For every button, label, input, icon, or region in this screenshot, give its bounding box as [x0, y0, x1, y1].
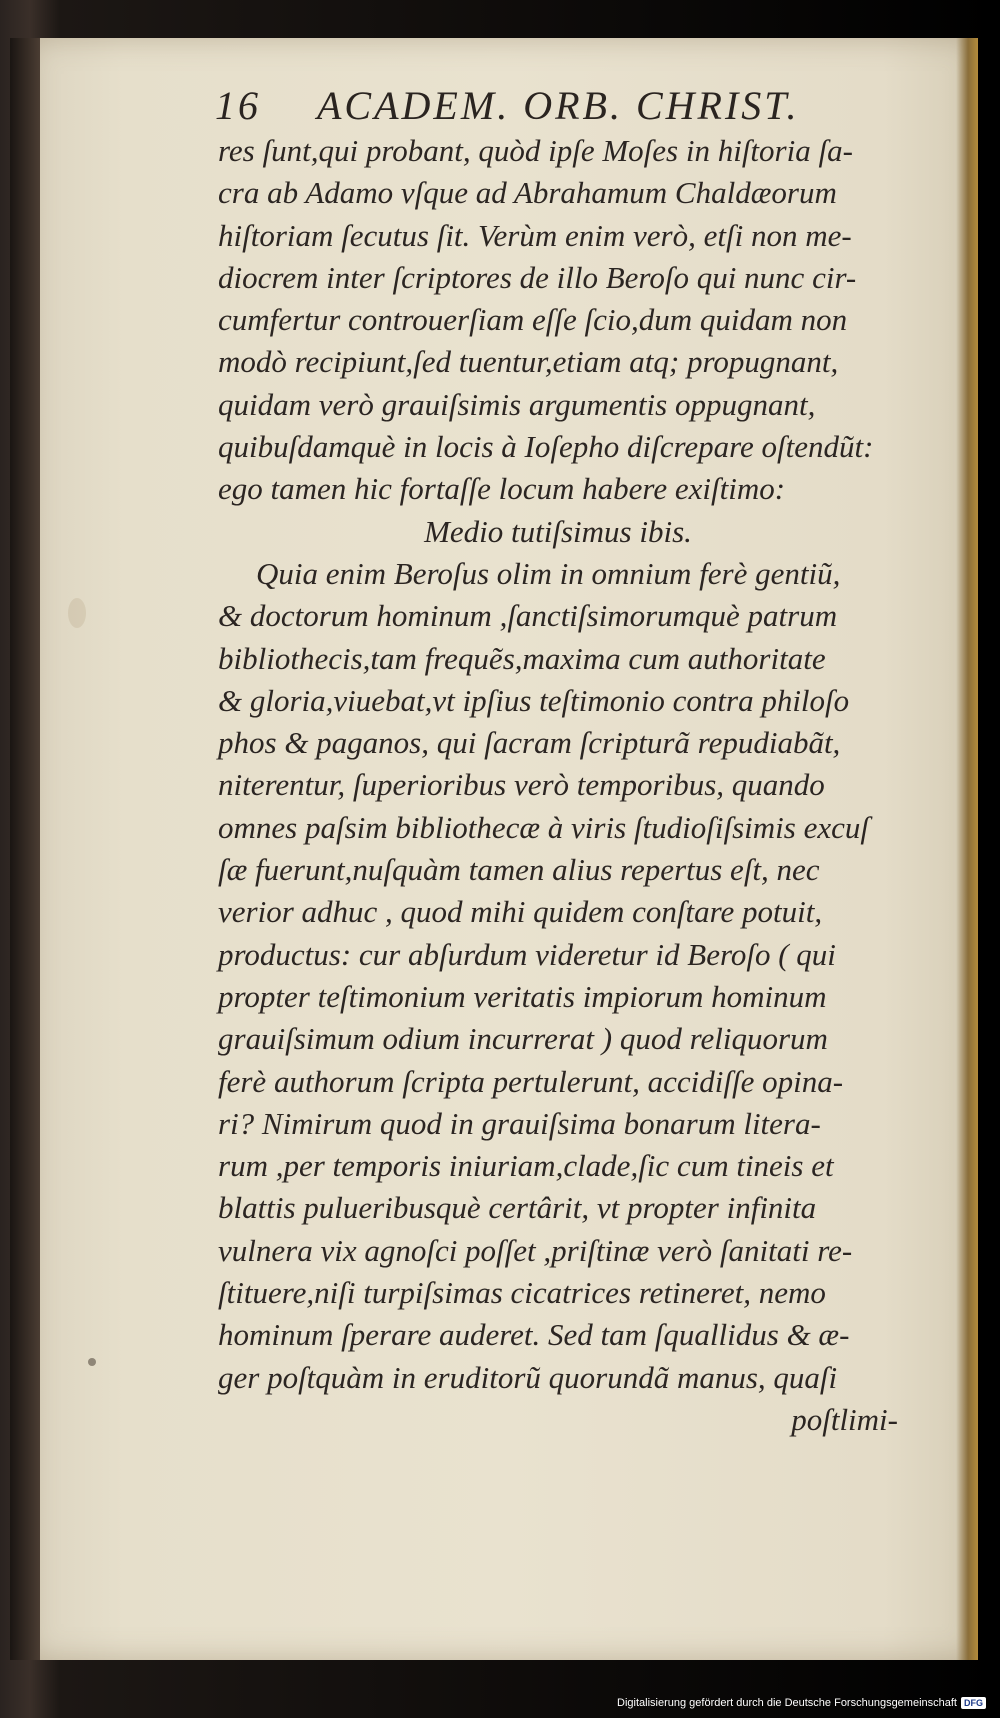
page-stain	[68, 598, 86, 628]
page-stain	[88, 1358, 96, 1366]
page-edge	[956, 38, 978, 1660]
text-line: cra ab Adamo vſque ad Abrahamum Chaldæorum	[218, 175, 837, 211]
text-line: verior adhuc , quod mihi quidem conſtare potuit,	[218, 894, 823, 930]
text-line: ego tamen hic fortaſſe locum habere exiſtimo:	[218, 471, 786, 507]
text-line: ſæ fuerunt,nuſquàm tamen alius repertus eſt, nec	[218, 852, 820, 888]
text-line: propter teſtimonium veritatis impiorum hominum	[218, 978, 827, 1014]
text-line: phos & paganos, qui ſacram ſcripturã repudiabãt,	[218, 725, 841, 761]
text-line: & gloria,viuebat,vt ipſius teſtimonio contra philoſo	[218, 682, 850, 718]
running-title: ACADEM. ORB. CHRIST.	[317, 83, 800, 128]
catchword: poſtlimi-	[791, 1401, 898, 1437]
text-line: quibuſdamquè in locis à Ioſepho diſcrepare oſtendũt:	[218, 429, 874, 465]
book-gutter	[10, 38, 40, 1660]
text-line: & doctorum hominum ,ſanctiſsimorumquè patrum	[218, 598, 838, 634]
digitization-credit	[617, 1694, 986, 1712]
text-line: blattis pulueribusquè certârit, vt propter infinita	[218, 1190, 817, 1226]
text-line: hominum ſperare auderet. Sed tam ſquallidus & æ-	[218, 1317, 850, 1353]
text-line: modò recipiunt,ſed tuentur,etiam atq; propugnant,	[218, 344, 839, 380]
text-line: ri? Nimirum quod in grauiſsima bonarum litera-	[218, 1105, 821, 1141]
text-line: quidam verò grauiſsimis argumentis oppugnant,	[218, 386, 816, 422]
body-text	[218, 130, 898, 1441]
text-line: productus: cur abſurdum videretur id Beroſo ( qui	[218, 936, 836, 972]
text-line: ſtituere,niſi turpiſsimas cicatrices retineret, nemo	[218, 1275, 826, 1311]
text-line: bibliothecis,tam frequẽs,maxima cum authoritate	[218, 640, 826, 676]
text-line: vulnera vix agnoſci poſſet ,priſtinæ verò ſanitati re-	[218, 1232, 853, 1268]
text-line: hiſtoriam ſecutus ſit. Verùm enim verò, etſi non me-	[218, 217, 852, 253]
text-line: ferè authorum ſcripta pertulerunt, accidiſſe opina-	[218, 1063, 844, 1099]
dfg-logo: DFG	[961, 1697, 986, 1709]
quotation-line: Medio tutiſsimus ibis.	[424, 513, 692, 549]
text-line: cumfertur controuerſiam eſſe ſcio,dum quidam non	[218, 302, 848, 338]
text-line: omnes paſsim bibliothecæ à viris ſtudioſiſsimis excuſ	[218, 809, 869, 845]
text-line: niterentur, ſuperioribus verò temporibus, quando	[218, 767, 825, 803]
text-line: ger poſtquàm in eruditorũ quorundã manus, quaſi	[218, 1359, 838, 1395]
paragraph-start-line: Quia enim Beroſus olim in omnium ferè gentiũ,	[256, 555, 841, 591]
text-line: grauiſsimum odium incurrerat ) quod reliquorum	[218, 1021, 828, 1057]
text-line: diocrem inter ſcriptores de illo Beroſo qui nunc cir-	[218, 259, 857, 295]
text-line: res ſunt,qui probant, quòd ipſe Moſes in hiſtoria ſa-	[218, 133, 853, 168]
text-line: rum ,per temporis iniuriam,clade,ſic cum tineis et	[218, 1148, 834, 1184]
credit-text: Digitalisierung gefördert durch die Deutsche Forschungsgemeinschaft	[617, 1697, 957, 1709]
page-number: 16	[215, 83, 261, 128]
